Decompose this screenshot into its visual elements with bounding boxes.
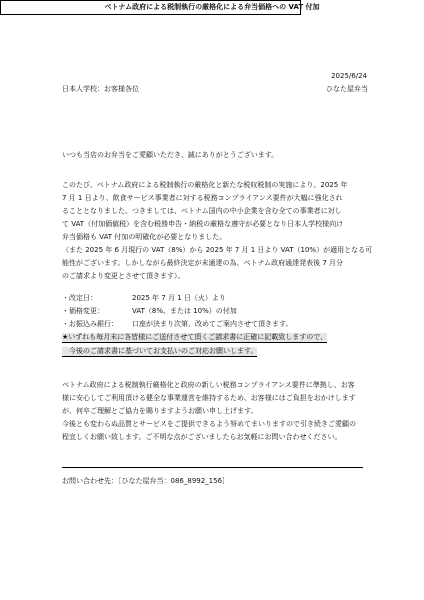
para1-line: のご請求より変更とさせて頂きます）。 xyxy=(62,272,185,280)
divider xyxy=(62,467,363,468)
detail-price-change xyxy=(62,307,237,316)
para1-line: 能性がございます。しかしながら最終決定が未通達の為、ベトナム政府通達発表後 7 月分 xyxy=(62,259,343,267)
para2-line: 程宜しくお願い致します。ご不明な点がございましたらお気軽にお問い合わせください。 xyxy=(62,433,342,441)
document-title: ベトナム政府による税制執行の厳格化による弁当価格への VAT 付加 xyxy=(104,3,320,11)
detail-label: ・お振込み銀行： xyxy=(62,320,118,328)
document-date: 2025/6/24 xyxy=(331,72,367,80)
detail-bank xyxy=(62,320,292,329)
sender: ひなた屋弁当 xyxy=(326,85,368,93)
para1-line: （また 2025 年 6 月現行の VAT（8%）から 2025 年 7 月 1 日より VAT（10%）が適用となる可 xyxy=(62,246,373,254)
para1-line: このたび、ベトナム政府による税制執行の厳格化と新たな税収税制の実施により、2025 年 xyxy=(62,181,348,189)
para2-line: 様に安心してご利用頂ける健全な事業運営を維持するため、お客様にはご負担をおかけします xyxy=(62,394,356,402)
para1-line: 弁当価格も VAT 付加の明確化が必要となりました。 xyxy=(62,233,227,241)
detail-value: 口座が決まり次第、改めてご案内させて頂きます。 xyxy=(132,320,293,328)
title-box xyxy=(0,0,320,15)
para2-line: ベトナム政府による税制執行厳格化と政府の新しい税務コンプライアンス要件に準拠し、お客 xyxy=(62,381,355,389)
detail-label: ・改定日： xyxy=(62,294,97,302)
recipient: 日本人学校：お客様各位 xyxy=(62,85,139,93)
contact-info: お問い合わせ先：［ひなた屋弁当：086_8992_156］ xyxy=(62,477,230,485)
notice-line: 今後のご請求書に基づいてお支払いのご対応お願いします。 xyxy=(62,347,258,355)
para2-line: 今後とも変わらぬ品質とサービスをご提供できるよう努めてまいりますので引き続きご愛顧の xyxy=(62,420,356,428)
para1-line: ることとなりました。つきましては、ベトナム国内の中小企業を含む全ての事業者に対し xyxy=(62,207,342,215)
para1-line: て VAT（付加価値税）を含む税務申告・納税の厳格な遵守が必要となり日本人学校様向け xyxy=(62,220,344,228)
para2-line: が、何卒ご理解とご協力を賜りますようお願い申し上げます。 xyxy=(62,407,258,415)
greeting: いつも当店のお弁当をご愛顧いただき、誠にありがとうございます。 xyxy=(62,151,279,159)
notice-line: ★いずれも毎月末に各皆様にご送付させて頂くご請求書に正確に記載致しますので、 xyxy=(62,333,328,341)
detail-effective-date xyxy=(62,294,226,303)
detail-label: ・価格変更： xyxy=(62,307,104,315)
para1-line: 7 月 1 日より、飲食サービス事業者に対する税務コンプライアンス要件が大幅に強化され xyxy=(62,194,343,202)
detail-value: 2025 年 7 月 1 日（火）より xyxy=(132,294,226,302)
detail-value: VAT（8%、または 10%）の付加 xyxy=(132,307,237,315)
